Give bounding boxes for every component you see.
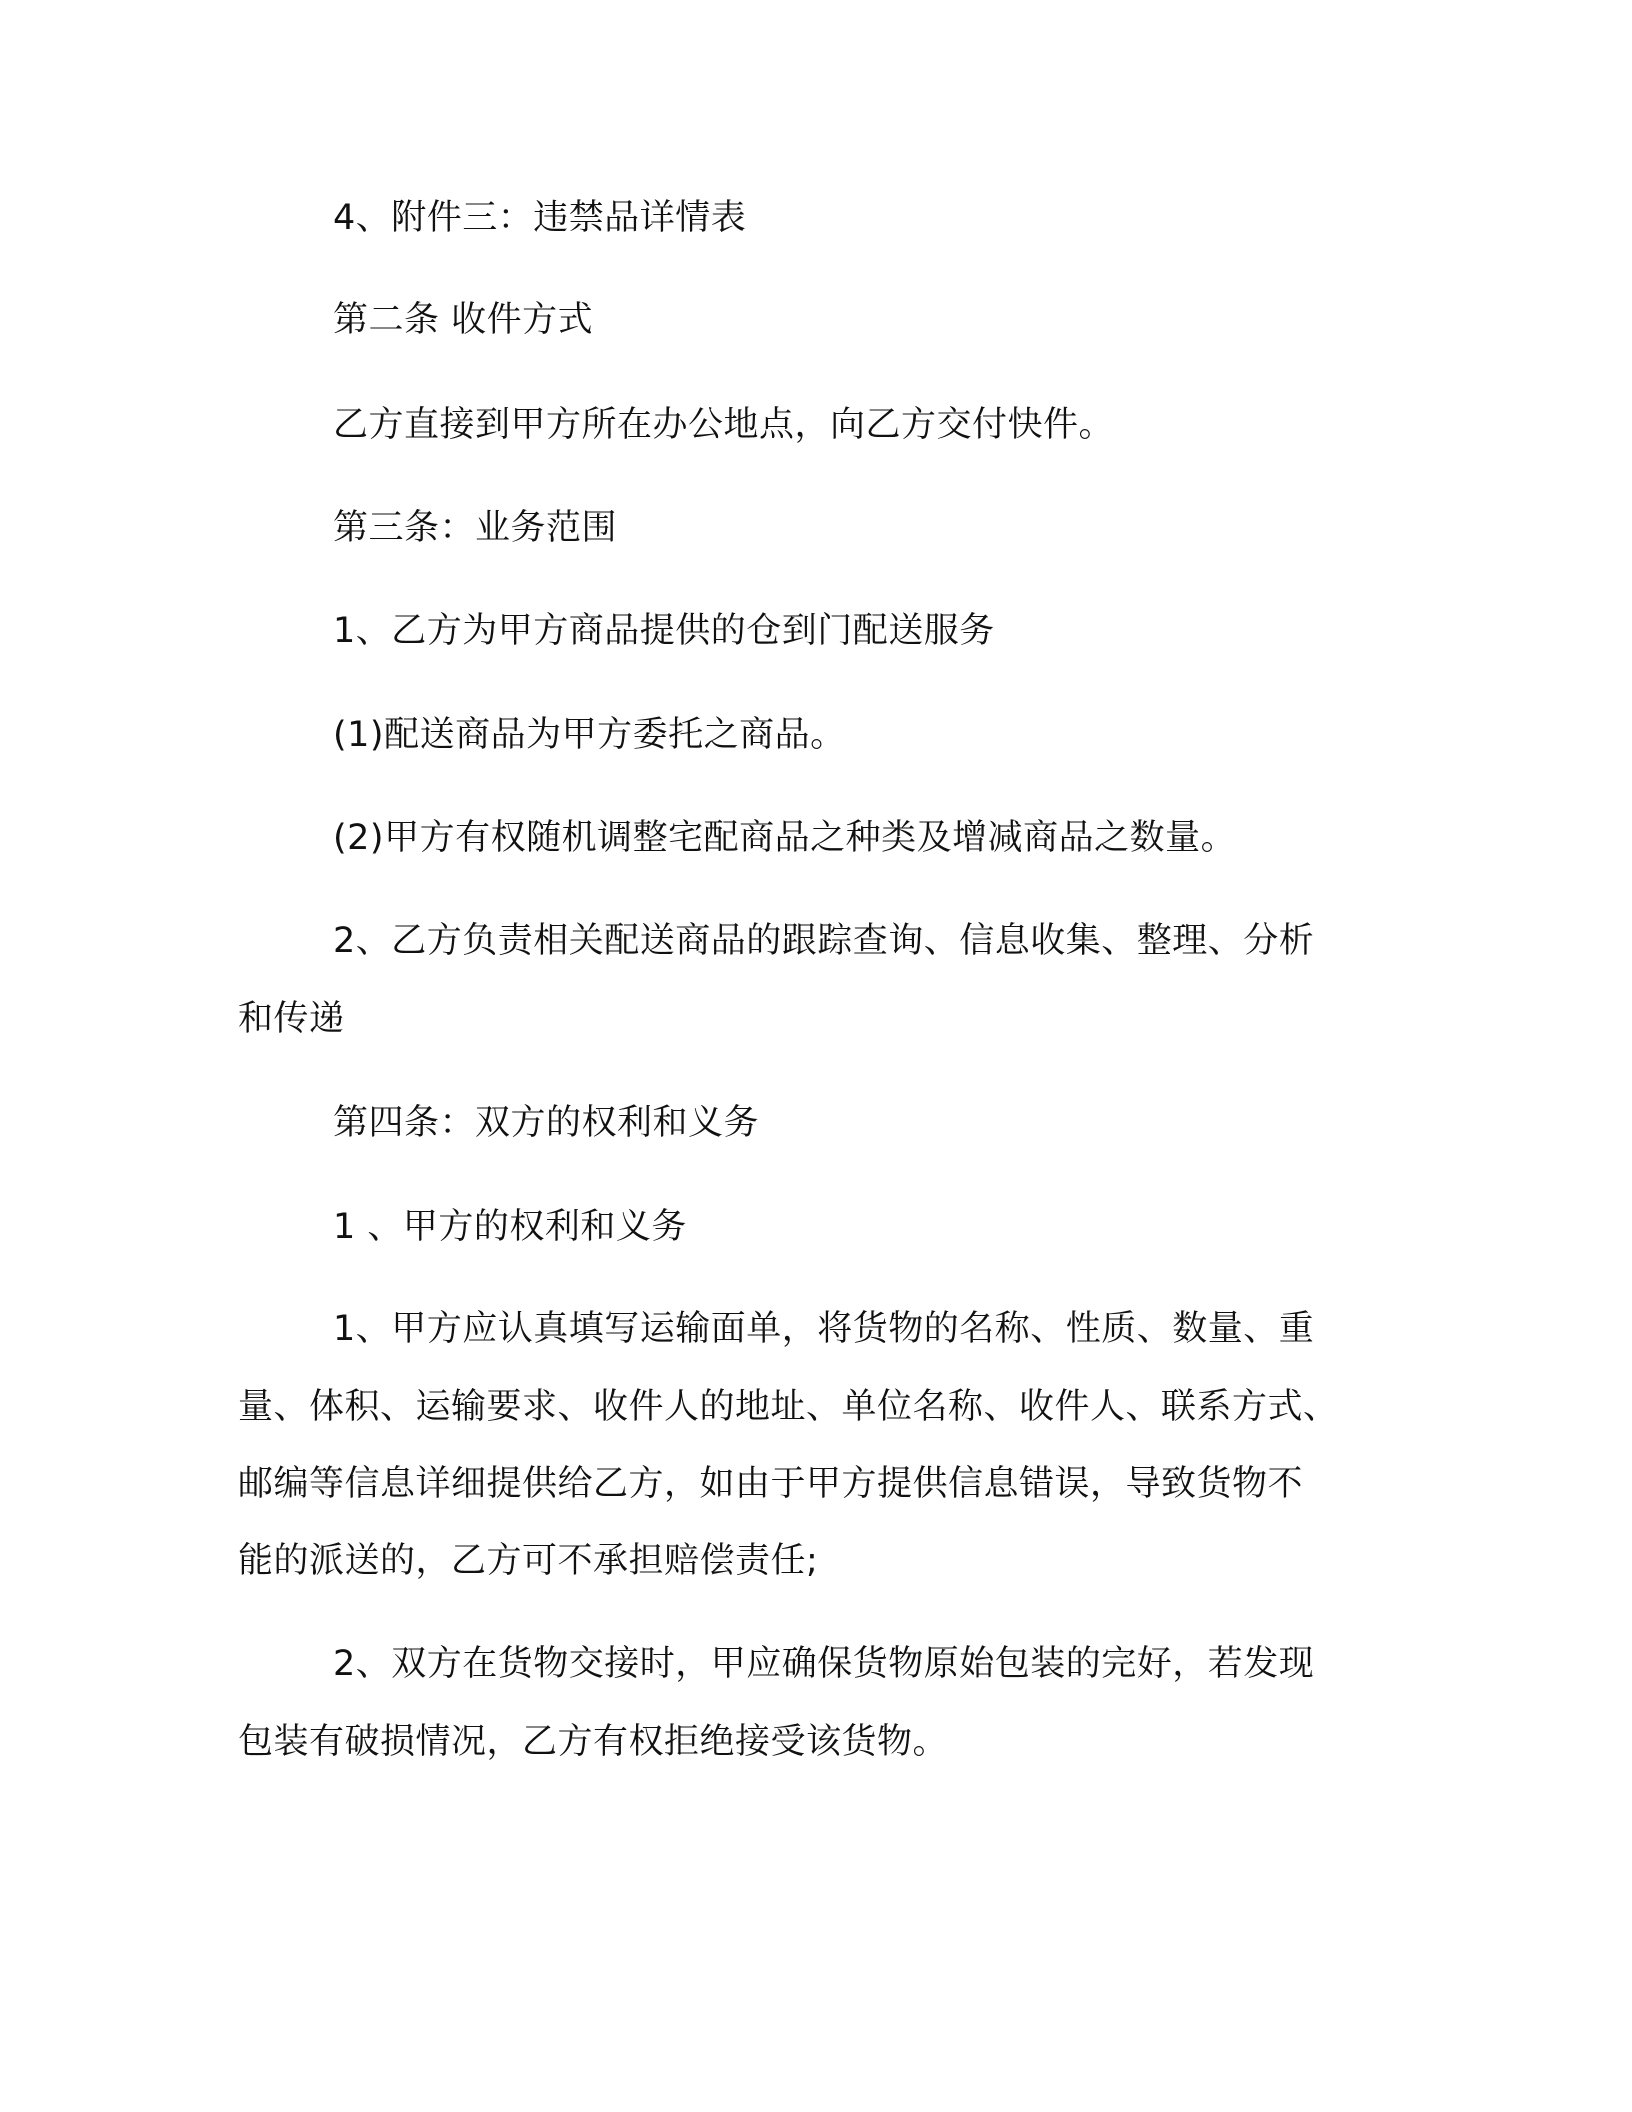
article-three-item-2-cont: 和传递 <box>238 999 345 1039</box>
article-two-heading: 第二条 收件方式 <box>333 300 594 340</box>
party-a-clause-2: 2、双方在货物交接时，甲应确保货物原始包装的完好，若发现 <box>333 1644 1315 1684</box>
article-three-subitem-2: (2)甲方有权随机调整宅配商品之种类及增减商品之数量。 <box>333 818 1237 858</box>
attachment-three-line: 4、附件三：违禁品详情表 <box>333 198 747 238</box>
article-three-heading: 第三条：业务范围 <box>333 508 618 548</box>
article-three-subitem-1: (1)配送商品为甲方委托之商品。 <box>333 715 846 755</box>
party-a-clause-2-cont: 包装有破损情况，乙方有权拒绝接受该货物。 <box>238 1722 949 1762</box>
party-a-clause-1-cont-2: 邮编等信息详细提供给乙方，如由于甲方提供信息错误，导致货物不 <box>238 1464 1304 1504</box>
party-a-rights-heading: 1 、甲方的权利和义务 <box>333 1207 687 1247</box>
article-three-item-1: 1、乙方为甲方商品提供的仓到门配送服务 <box>333 611 995 651</box>
party-a-clause-1-cont-1: 量、体积、运输要求、收件人的地址、单位名称、收件人、联系方式、 <box>238 1387 1339 1427</box>
party-a-clause-1: 1、甲方应认真填写运输面单，将货物的名称、性质、数量、重 <box>333 1309 1315 1349</box>
article-two-body: 乙方直接到甲方所在办公地点，向乙方交付快件。 <box>333 405 1115 445</box>
article-four-heading: 第四条：双方的权利和义务 <box>333 1103 760 1143</box>
party-a-clause-1-cont-3: 能的派送的，乙方可不承担赔偿责任; <box>238 1541 819 1581</box>
article-three-item-2: 2、乙方负责相关配送商品的跟踪查询、信息收集、整理、分析 <box>333 921 1315 961</box>
